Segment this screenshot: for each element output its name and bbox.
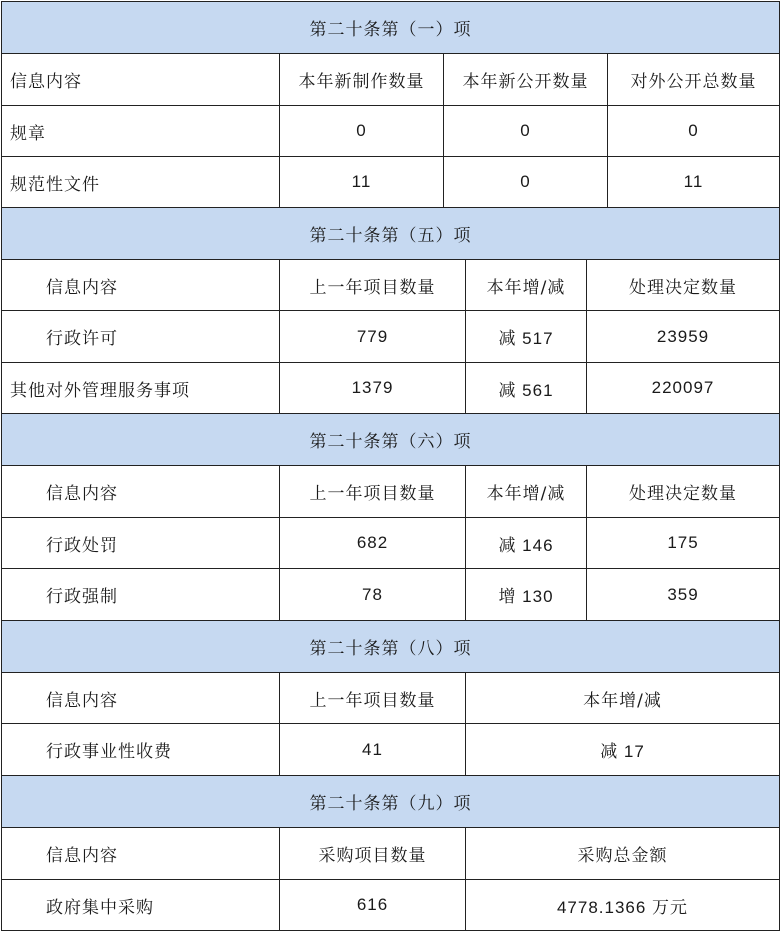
section-table	[1, 1, 780, 208]
section-title-row	[2, 621, 780, 673]
table-cell: 41	[280, 724, 466, 776]
section-table	[1, 207, 780, 414]
section-title: 第二十条第（九）项	[2, 776, 780, 828]
table-row	[2, 363, 780, 414]
table-cell: 779	[280, 311, 466, 363]
row-label: 行政事业性收费	[2, 724, 280, 776]
column-header: 信息内容	[2, 54, 280, 106]
disclosure-statistics-sheet	[1, 1, 779, 927]
header-row	[2, 54, 780, 106]
column-header: 本年增/减	[466, 260, 587, 311]
table-cell: 增 130	[466, 569, 587, 621]
column-header: 上一年项目数量	[280, 466, 466, 518]
section-table	[1, 413, 780, 621]
table-cell: 616	[280, 880, 466, 931]
section-table	[1, 620, 780, 776]
table-row	[2, 157, 780, 208]
header-row	[2, 466, 780, 518]
column-header: 处理决定数量	[587, 260, 780, 311]
column-header: 信息内容	[2, 260, 280, 311]
section-title: 第二十条第（八）项	[2, 621, 780, 673]
section-title-row	[2, 208, 780, 260]
table-row	[2, 569, 780, 621]
section-title-row	[2, 776, 780, 828]
table-cell: 23959	[587, 311, 780, 363]
row-label: 行政处罚	[2, 518, 280, 569]
column-header: 信息内容	[2, 673, 280, 724]
table-cell: 220097	[587, 363, 780, 414]
row-label: 行政许可	[2, 311, 280, 363]
table-cell: 78	[280, 569, 466, 621]
table-cell: 11	[608, 157, 780, 208]
column-header: 对外公开总数量	[608, 54, 780, 106]
section-title: 第二十条第（五）项	[2, 208, 780, 260]
section-title-row	[2, 414, 780, 466]
section-title: 第二十条第（六）项	[2, 414, 780, 466]
column-header: 本年新公开数量	[444, 54, 608, 106]
header-row	[2, 260, 780, 311]
table-cell: 175	[587, 518, 780, 569]
column-header: 处理决定数量	[587, 466, 780, 518]
header-row	[2, 673, 780, 724]
table-cell: 减 517	[466, 311, 587, 363]
column-header: 信息内容	[2, 828, 280, 880]
table-cell: 0	[280, 106, 444, 157]
row-label: 政府集中采购	[2, 880, 280, 931]
table-row	[2, 106, 780, 157]
table-cell: 0	[444, 157, 608, 208]
column-header: 信息内容	[2, 466, 280, 518]
table-cell: 682	[280, 518, 466, 569]
table-cell: 减 561	[466, 363, 587, 414]
table-cell: 1379	[280, 363, 466, 414]
table-cell: 11	[280, 157, 444, 208]
table-cell: 0	[608, 106, 780, 157]
column-header: 本年新制作数量	[280, 54, 444, 106]
table-cell: 减 17	[466, 724, 780, 776]
row-label: 行政强制	[2, 569, 280, 621]
row-label: 规范性文件	[2, 157, 280, 208]
table-cell: 0	[444, 106, 608, 157]
section-title-row	[2, 2, 780, 54]
table-cell: 359	[587, 569, 780, 621]
column-header: 采购项目数量	[280, 828, 466, 880]
column-header: 上一年项目数量	[280, 673, 466, 724]
column-header: 上一年项目数量	[280, 260, 466, 311]
row-label: 其他对外管理服务事项	[2, 363, 280, 414]
table-row	[2, 724, 780, 776]
section-title: 第二十条第（一）项	[2, 2, 780, 54]
row-label: 规章	[2, 106, 280, 157]
section-table	[1, 775, 780, 931]
table-row	[2, 518, 780, 569]
table-row	[2, 311, 780, 363]
column-header: 本年增/减	[466, 466, 587, 518]
table-row	[2, 880, 780, 931]
column-header: 本年增/减	[466, 673, 780, 724]
table-cell: 减 146	[466, 518, 587, 569]
column-header: 采购总金额	[466, 828, 780, 880]
table-cell: 4778.1366 万元	[466, 880, 780, 931]
header-row	[2, 828, 780, 880]
